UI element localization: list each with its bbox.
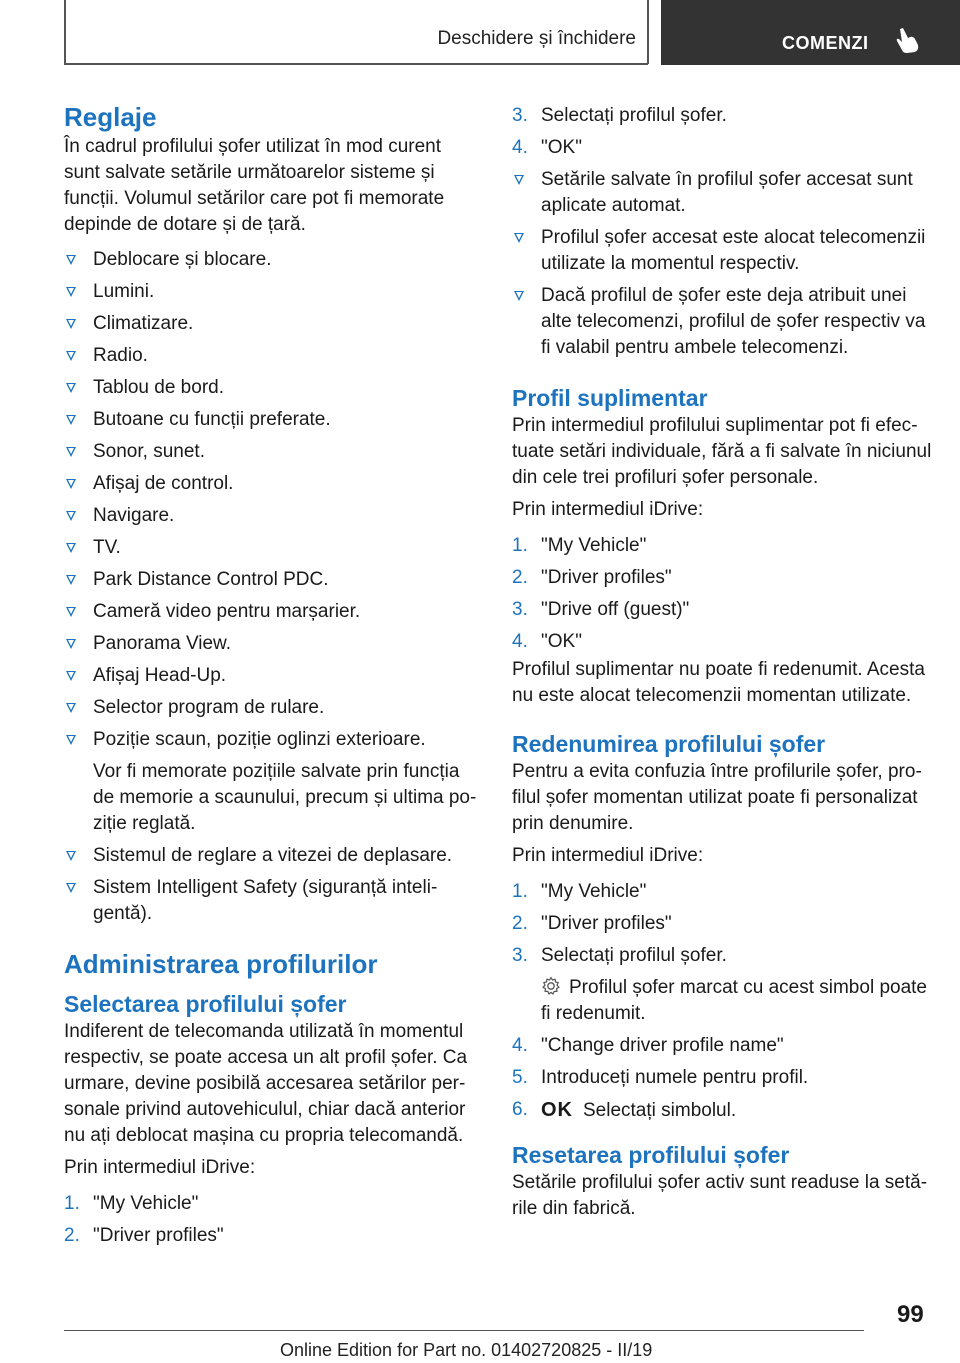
- heading-profil-suplimentar: Profil suplimentar: [512, 385, 708, 411]
- reset-text: Setările profilului șofer activ sunt readuse la setările din fabrică.: [512, 1172, 928, 1219]
- rename-step-6: [512, 1097, 932, 1124]
- bullet-text: Panorama View.: [93, 633, 232, 654]
- bullet-item: [64, 663, 480, 689]
- bullet-text: Radio.: [93, 345, 148, 366]
- bullet-text: Dacă profilul de șofer este deja atribuit unei alte telecomenzi, profilul de șofer respectiv va fi valabil pentru ambele telecomenzi.: [541, 285, 926, 358]
- step-item: [64, 1223, 480, 1249]
- bullet-text: Deblocare și blocare.: [93, 249, 272, 270]
- step-text: "Drive off (guest)": [541, 599, 690, 620]
- step-item: [512, 1065, 932, 1091]
- step-number: 1.: [64, 1193, 80, 1214]
- step-text: "Driver profiles": [541, 913, 672, 934]
- header-right-border: [647, 0, 649, 64]
- bullet-text: Tablou de bord.: [93, 377, 224, 398]
- idrive-label-3: Prin intermediul iDrive:: [512, 845, 704, 866]
- step-text: Selectați profilul șofer.: [541, 945, 727, 966]
- rename-steps: [512, 879, 932, 969]
- heading-reglaje: Reglaje: [64, 102, 157, 132]
- step-number: 1.: [512, 881, 528, 902]
- bullet-item: [512, 225, 932, 277]
- bullet-text: Lumini.: [93, 281, 155, 302]
- bullet-item: [64, 535, 480, 561]
- bullet-text: Navigare.: [93, 505, 175, 526]
- step-text: Introduceți numele pentru profil.: [541, 1067, 809, 1088]
- bullet-item: [64, 279, 480, 305]
- guest-steps: [512, 533, 932, 655]
- step-item: [512, 1033, 932, 1059]
- heading-administrare: Administrarea profilurilor: [64, 949, 378, 979]
- gear-icon: [541, 976, 561, 996]
- page-number: 99: [897, 1301, 924, 1328]
- step-number: 3.: [512, 599, 528, 620]
- bullet-text: Profilul șofer accesat este alocat telecomenzii utilizate la momentul respectiv.: [541, 227, 926, 274]
- header-bottom-border: [64, 63, 648, 65]
- step-item: [512, 629, 932, 655]
- bullet-item: [64, 343, 480, 369]
- step-number: 2.: [512, 913, 528, 934]
- bullet-item: [64, 875, 480, 927]
- triangle-bullet-inner: [68, 704, 74, 710]
- triangle-bullet-inner: [68, 416, 74, 422]
- bullet-text: Afișaj Head-Up.: [93, 665, 227, 686]
- bullet-text: Cameră video pentru marșarier.: [93, 601, 361, 622]
- rename-text: Pentru a evita confuzia între profilurile șofer, profilul șofer momentan utilizat poate fi personalizat prin denumire.: [512, 761, 922, 834]
- step-text: Selectați profilul șofer.: [541, 105, 727, 126]
- triangle-bullet-inner: [68, 448, 74, 454]
- bullet-item: [64, 727, 480, 753]
- step-item: [512, 943, 932, 969]
- gear-note-line: [512, 975, 932, 1027]
- triangle-bullet-inner: [68, 512, 74, 518]
- bullet-item: [64, 247, 480, 273]
- step-item: [512, 879, 932, 905]
- bullet-item: [64, 567, 480, 593]
- step-number: 3.: [512, 945, 528, 966]
- idrive-label-2: Prin intermediul iDrive:: [512, 499, 704, 520]
- bullet-item: [512, 167, 932, 219]
- bullet-text: Sistem Intelligent Safety (siguranță inteligentă).: [93, 877, 438, 924]
- bullet-item: [64, 375, 480, 401]
- triangle-bullet-inner: [68, 352, 74, 358]
- step-item: [512, 135, 932, 161]
- bullet-item: [64, 439, 480, 465]
- bullet-item: [64, 631, 480, 657]
- bullet-item: [64, 311, 480, 337]
- bullet-item: [64, 503, 480, 529]
- chapter-tab-label: COMENZI: [782, 33, 869, 53]
- hand-pointer-icon: [894, 26, 920, 54]
- bullet-text: Sonor, sunet.: [93, 441, 205, 462]
- bullet-item: [64, 695, 480, 721]
- triangle-bullet-inner: [68, 320, 74, 326]
- bullet-text: Afișaj de control.: [93, 473, 234, 494]
- select-steps-cont: [512, 103, 932, 161]
- step-number: 2.: [512, 567, 528, 588]
- bullet-text: Sistemul de reglare a vitezei de deplasare.: [93, 845, 453, 866]
- step-text: "OK": [541, 631, 582, 652]
- bullet-item: [64, 843, 480, 869]
- step-text: "Driver profiles": [541, 567, 672, 588]
- bullet-item: [64, 407, 480, 433]
- triangle-bullet-inner: [516, 176, 522, 182]
- step-number: 1.: [512, 535, 528, 556]
- guest-note: Profilul suplimentar nu poate fi redenumit. Acesta nu este alocat telecomenzii momentan utilizate.: [512, 659, 925, 706]
- bullet-text: Butoane cu funcții preferate.: [93, 409, 331, 430]
- heading-selectare: Selectarea profilului șofer: [64, 991, 347, 1017]
- step-item: [512, 911, 932, 937]
- heading-redenumire: Redenumirea profilului șofer: [512, 731, 826, 757]
- bullet-text: TV.: [93, 537, 121, 558]
- step-text: "Driver profiles": [93, 1225, 224, 1246]
- triangle-bullet-inner: [68, 544, 74, 550]
- step-number: 3.: [512, 105, 528, 126]
- step-text: "My Vehicle": [541, 881, 647, 902]
- bullet-text: Setările salvate în profilul șofer accesat sunt aplicate automat.: [541, 169, 913, 216]
- bullet-text: Selector program de rulare.: [93, 697, 325, 718]
- guest-text: Prin intermediul profilului suplimentar pot fi efectuate setări individuale, fără a fi salvate în niciunul din cele trei profiluri șofer personale.: [512, 415, 932, 488]
- settings-list-2: [64, 843, 480, 927]
- heading-resetare: Resetarea profilului șofer: [512, 1142, 790, 1168]
- gear-note: Profilul șofer marcat cu acest simbol poate fi redenumit.: [541, 977, 927, 1024]
- triangle-bullet-inner: [68, 736, 74, 742]
- step-text: Selectați simbolul.: [583, 1100, 737, 1121]
- seat-note: Vor fi memorate pozițiile salvate prin funcția de memorie a scaunului, precum și ultima poziție reglată.: [93, 761, 477, 834]
- step-text: "My Vehicle": [541, 535, 647, 556]
- triangle-bullet-inner: [68, 884, 74, 890]
- bullet-item: [64, 471, 480, 497]
- step-item: [512, 103, 932, 129]
- bullet-item: [512, 283, 932, 361]
- bullet-text: Park Distance Control PDC.: [93, 569, 329, 590]
- triangle-bullet-inner: [68, 852, 74, 858]
- reglaje-intro: În cadrul profilului șofer utilizat în mod curent sunt salvate setările următoarelor sisteme și funcții. Volumul setărilor care pot fi memorate depinde de dotare și de țară.: [64, 136, 445, 235]
- footer-divider: [64, 1330, 864, 1331]
- step-number: 5.: [512, 1067, 528, 1088]
- triangle-bullet-inner: [516, 292, 522, 298]
- step-item: [512, 597, 932, 623]
- triangle-bullet-inner: [68, 672, 74, 678]
- rename-steps-2: [512, 1033, 932, 1091]
- select-steps: [64, 1191, 480, 1249]
- right-column: [512, 103, 932, 1228]
- triangle-bullet-inner: [68, 608, 74, 614]
- step-item: [512, 533, 932, 559]
- settings-list: [64, 247, 480, 753]
- step-number: 6.: [512, 1099, 528, 1120]
- step-number: 4.: [512, 137, 528, 158]
- step-item: [64, 1191, 480, 1217]
- idrive-label: Prin intermediul iDrive:: [64, 1157, 256, 1178]
- step-number: 2.: [64, 1225, 80, 1246]
- step-item: [512, 565, 932, 591]
- result-list: [512, 167, 932, 361]
- triangle-bullet-inner: [68, 256, 74, 262]
- triangle-bullet-inner: [68, 640, 74, 646]
- step-number: 4.: [512, 1035, 528, 1056]
- section-title: Deschidere și închidere: [437, 28, 636, 49]
- triangle-bullet-inner: [68, 480, 74, 486]
- ok-symbol: OK: [541, 1099, 573, 1121]
- step-text: "OK": [541, 137, 582, 158]
- bullet-text: Poziție scaun, poziție oglinzi exterioare.: [93, 729, 426, 750]
- triangle-bullet-inner: [68, 384, 74, 390]
- step-text: "Change driver profile name": [541, 1035, 784, 1056]
- step-text: "My Vehicle": [93, 1193, 199, 1214]
- bullet-item: [64, 599, 480, 625]
- select-text: Indiferent de telecomanda utilizată în momentul respectiv, se poate accesa un alt profil șofer. Ca urmare, devine posibilă accesarea setărilor personale privind autovehiculul, chiar dacă anterior nu ați deblocat mașina cu propria telecomandă.: [64, 1021, 468, 1146]
- edition-text: Online Edition for Part no. 01402720825 - II/19: [280, 1340, 653, 1360]
- triangle-bullet-inner: [516, 234, 522, 240]
- triangle-bullet-inner: [68, 576, 74, 582]
- left-column: [64, 100, 480, 1255]
- bullet-text: Climatizare.: [93, 313, 194, 334]
- triangle-bullet-inner: [68, 288, 74, 294]
- step-number: 4.: [512, 631, 528, 652]
